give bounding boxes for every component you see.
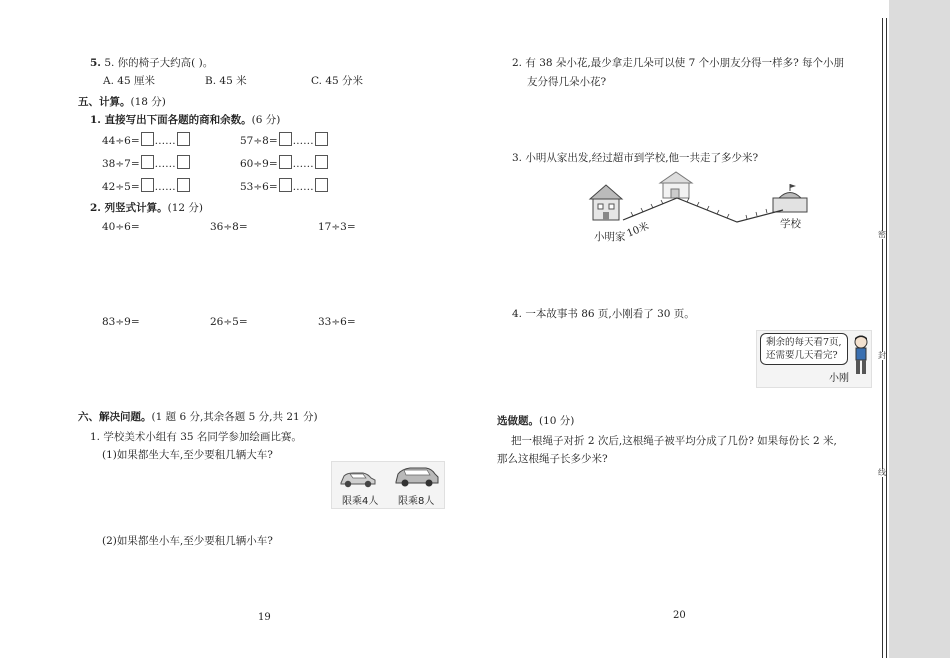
calc1-item: 42÷5= …… [102, 178, 191, 193]
problem1-q2: (2)如果都坐小车,至少要租几辆小车? [102, 535, 273, 547]
school-icon [773, 184, 807, 212]
map-distance-label: 10米 [625, 220, 651, 240]
binding-mark-mi: 密 [878, 230, 886, 239]
calc2-item: 40÷6= [102, 221, 140, 233]
answer-box[interactable] [315, 155, 328, 169]
answer-box[interactable] [141, 178, 154, 192]
q5-stem: 5. 5. 你的椅子大约高( )。 [90, 57, 214, 69]
answer-box[interactable] [315, 178, 328, 192]
page-number-left: 19 [258, 612, 271, 623]
calc2-item: 36÷8= [210, 221, 248, 233]
home-icon [590, 185, 622, 220]
binding-mark-feng: 封 [878, 351, 886, 360]
answer-box[interactable] [177, 132, 190, 146]
calc2-heading: 2. 列竖式计算。(12 分) [90, 202, 204, 214]
large-car-capacity: 限乘8人 [398, 496, 435, 507]
answer-box[interactable] [279, 132, 292, 146]
section5-heading: 五、计算。(18 分) [78, 96, 166, 108]
page-number-right: 20 [673, 610, 686, 621]
calc2-item: 26÷5= [210, 316, 248, 328]
q5-option-c: C. 45 分米 [311, 75, 364, 87]
calc1-item: 60÷9= …… [240, 155, 329, 170]
q5-option-b: B. 45 米 [205, 75, 247, 87]
problem4-stem: 4. 一本故事书 86 页,小刚看了 30 页。 [512, 308, 695, 320]
problem2-line2: 友分得几朵小花? [527, 76, 607, 88]
binding-line [882, 18, 887, 658]
q5-option-a: A. 45 厘米 [103, 75, 155, 87]
calc1-heading: 1. 直接写出下面各题的商和余数。(6 分) [90, 114, 281, 126]
calc1-item: 53÷6= …… [240, 178, 329, 193]
boy-icon [852, 334, 870, 378]
answer-box[interactable] [177, 178, 190, 192]
speech-bubble: 剩余的每天看7页, 还需要几天看完? [760, 333, 848, 365]
calc2-item: 33÷6= [318, 316, 356, 328]
calc1-item: 57÷8= …… [240, 132, 329, 147]
binding-mark-xian: 线 [878, 468, 886, 477]
map-school-label: 学校 [780, 218, 801, 230]
problem1-q1: (1)如果都坐大车,至少要租几辆大车? [102, 449, 273, 461]
supermarket-icon [660, 172, 692, 198]
calc2-item: 17÷3= [318, 221, 356, 233]
optional-line1: 把一根绳子对折 2 次后,这根绳子被平均分成了几份? 如果每份长 2 米, [511, 435, 837, 447]
large-car-icon [394, 465, 440, 489]
problem1-stem: 1. 学校美术小组有 35 名同学参加绘画比赛。 [90, 431, 302, 443]
binding-strip [889, 0, 950, 658]
route-line [623, 198, 783, 222]
problem3-stem: 3. 小明从家出发,经过超市到学校,他一共走了多少米? [512, 152, 759, 164]
answer-box[interactable] [315, 132, 328, 146]
answer-box[interactable] [141, 155, 154, 169]
calc2-item: 83÷9= [102, 316, 140, 328]
answer-box[interactable] [279, 178, 292, 192]
calc1-item: 38÷7= …… [102, 155, 191, 170]
character-name: 小刚 [829, 373, 849, 384]
answer-box[interactable] [141, 132, 154, 146]
answer-box[interactable] [177, 155, 190, 169]
optional-heading: 选做题。(10 分) [497, 415, 575, 427]
problem2-line1: 2. 有 38 朵小花,最少拿走几朵可以使 7 个小朋友分得一样多? 每个小朋 [512, 57, 845, 69]
optional-line2: 那么这根绳子长多少米? [497, 453, 608, 465]
small-car-icon [338, 468, 378, 490]
section6-heading: 六、解决问题。(1 题 6 分,其余各题 5 分,共 21 分) [78, 411, 318, 423]
answer-box[interactable] [279, 155, 292, 169]
map-home-label: 小明家 [594, 231, 626, 243]
calc1-item: 44÷6= …… [102, 132, 191, 147]
car-illustration [331, 461, 445, 509]
small-car-capacity: 限乘4人 [342, 496, 379, 507]
